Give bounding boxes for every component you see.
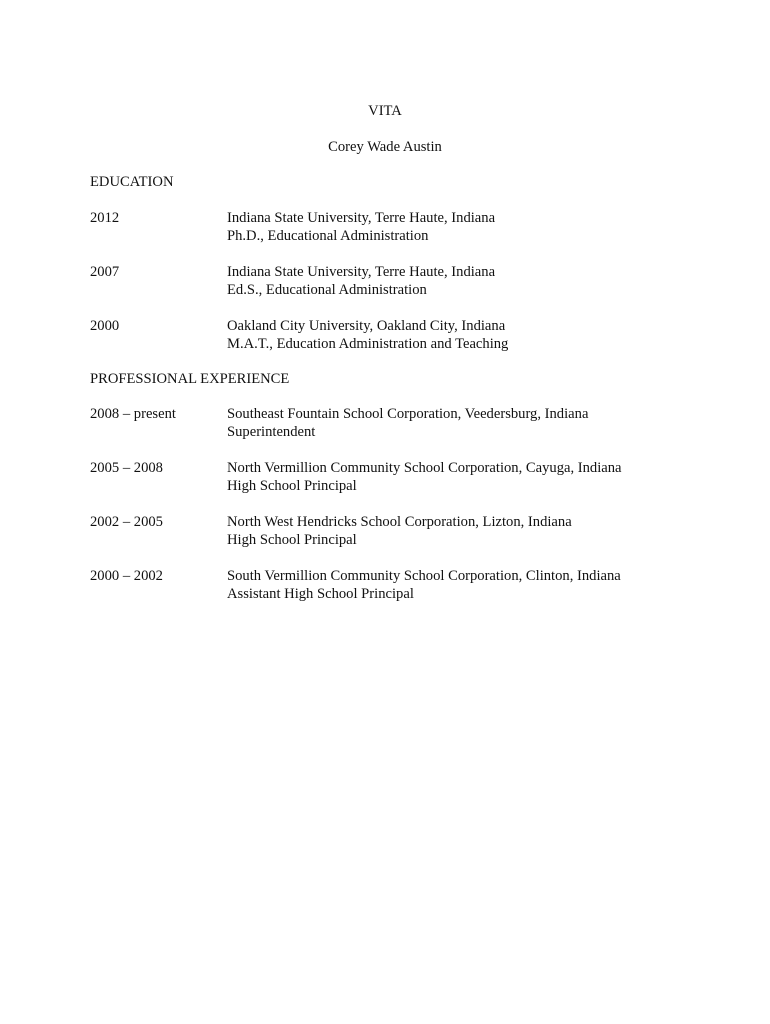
- education-date: 2007: [90, 264, 120, 280]
- education-degree: Ph.D., Educational Administration: [227, 228, 429, 244]
- experience-position: Assistant High School Principal: [227, 586, 414, 602]
- education-institution: Oakland City University, Oakland City, Indiana: [227, 318, 506, 334]
- experience-position: Superintendent: [227, 424, 316, 440]
- education-detail: [227, 209, 495, 245]
- experience-detail: [227, 459, 622, 495]
- document-title: [335, 102, 435, 120]
- experience-position: High School Principal: [227, 478, 357, 494]
- experience-date: 2005 – 2008: [90, 460, 163, 476]
- experience-detail: [227, 513, 572, 549]
- experience-date: 2008 – present: [90, 406, 176, 422]
- person-name: [285, 138, 485, 156]
- education-degree: Ed.S., Educational Administration: [227, 282, 427, 298]
- experience-detail: [227, 567, 621, 603]
- experience-date: 2002 – 2005: [90, 514, 163, 530]
- education-date: 2012: [90, 210, 120, 226]
- experience-heading: PROFESSIONAL EXPERIENCE: [90, 371, 290, 387]
- experience-organization: North Vermillion Community School Corporation, Cayuga, Indiana: [227, 460, 622, 476]
- experience-organization: South Vermillion Community School Corporation, Clinton, Indiana: [227, 568, 621, 584]
- experience-detail: [227, 405, 588, 441]
- education-date: 2000: [90, 318, 120, 334]
- education-detail: [227, 317, 508, 353]
- experience-date: 2000 – 2002: [90, 568, 163, 584]
- education-heading: EDUCATION: [90, 174, 174, 190]
- education-detail: [227, 263, 495, 299]
- person-name-text: Corey Wade Austin: [328, 139, 442, 155]
- document-title-text: VITA: [368, 103, 402, 119]
- education-degree: M.A.T., Education Administration and Teaching: [227, 336, 509, 352]
- experience-organization: North West Hendricks School Corporation, Lizton, Indiana: [227, 514, 572, 530]
- education-institution: Indiana State University, Terre Haute, Indiana: [227, 264, 496, 280]
- experience-organization: Southeast Fountain School Corporation, Veedersburg, Indiana: [227, 406, 589, 422]
- experience-position: High School Principal: [227, 532, 357, 548]
- education-institution: Indiana State University, Terre Haute, Indiana: [227, 210, 496, 226]
